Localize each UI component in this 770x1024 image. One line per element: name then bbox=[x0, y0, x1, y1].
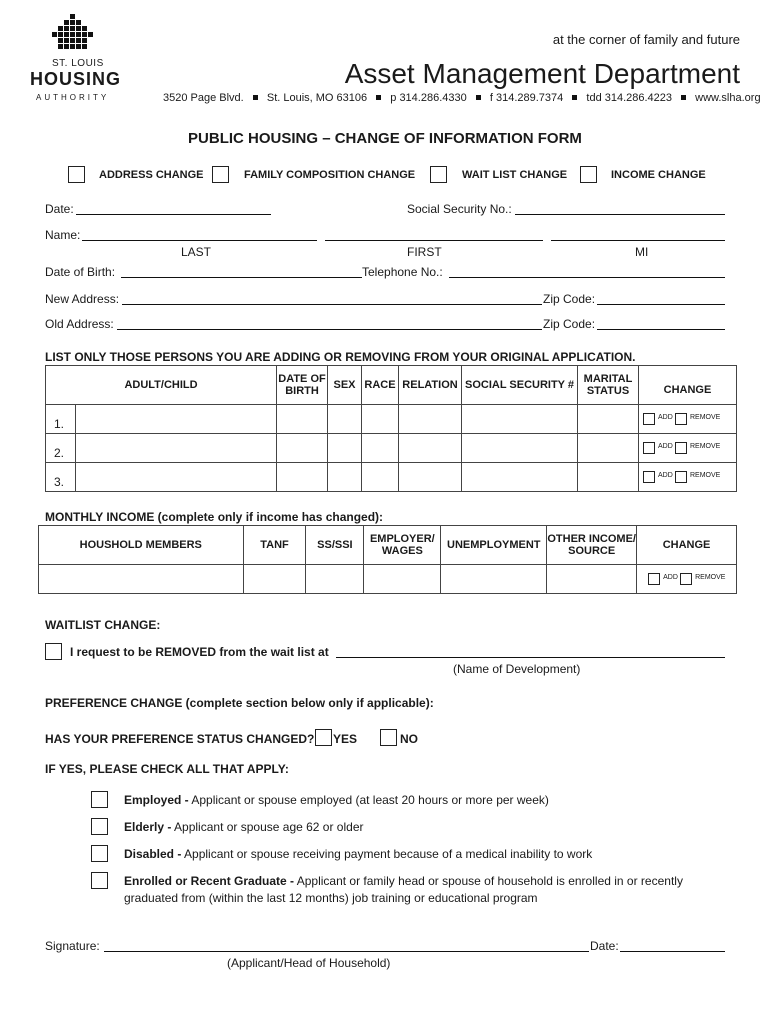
new-address-label: New Address: bbox=[45, 292, 120, 306]
dob-cell[interactable] bbox=[277, 405, 328, 434]
dob-cell[interactable] bbox=[277, 463, 328, 492]
col-unemployment: UNEMPLOYMENT bbox=[441, 526, 547, 565]
family-composition-label: FAMILY COMPOSITION CHANGE bbox=[244, 169, 416, 181]
disabled-title: Disabled - bbox=[124, 847, 182, 861]
preference-heading: PREFERENCE CHANGE (complete section below only if applicable): bbox=[45, 696, 434, 710]
remove-label: REMOVE bbox=[690, 472, 721, 479]
new-zip-label: Zip Code: bbox=[543, 292, 596, 306]
ssn-field[interactable] bbox=[515, 214, 725, 215]
contact-tdd: tdd 314.286.4223 bbox=[586, 92, 673, 104]
date-field[interactable] bbox=[76, 214, 271, 215]
enrolled-title: Enrolled or Recent Graduate - bbox=[124, 874, 295, 888]
enrolled-text-continued: graduated from (within the last 12 months) job training or educational program bbox=[124, 891, 538, 905]
old-zip-label: Zip Code: bbox=[543, 317, 596, 331]
bullet-icon bbox=[476, 95, 481, 100]
income-change-label: INCOME CHANGE bbox=[611, 169, 706, 181]
old-zip-field[interactable] bbox=[597, 329, 725, 330]
col-employer-wages: EMPLOYER/ WAGES bbox=[364, 526, 441, 565]
first-name-field[interactable] bbox=[325, 240, 543, 241]
remove-label: REMOVE bbox=[695, 574, 726, 581]
tagline: at the corner of family and future bbox=[552, 32, 740, 47]
contact-address: 3520 Page Blvd. bbox=[163, 92, 244, 104]
table-row bbox=[46, 405, 737, 434]
remove-checkbox[interactable] bbox=[675, 471, 687, 483]
relation-cell[interactable] bbox=[399, 463, 462, 492]
no-label: NO bbox=[400, 732, 418, 746]
ssn-label: Social Security No.: bbox=[407, 202, 512, 216]
name-label: Name: bbox=[45, 228, 81, 242]
remove-from-waitlist-checkbox[interactable] bbox=[45, 643, 62, 660]
ssn-cell[interactable] bbox=[462, 405, 578, 434]
ssn-cell[interactable] bbox=[462, 434, 578, 463]
contact-phone: p 314.286.4330 bbox=[390, 92, 467, 104]
preference-question: HAS YOUR PREFERENCE STATUS CHANGED? bbox=[45, 732, 315, 746]
mi-field[interactable] bbox=[551, 240, 725, 241]
table-row bbox=[46, 434, 737, 463]
last-name-field[interactable] bbox=[82, 240, 317, 241]
col-other-income: OTHER INCOME/ SOURCE bbox=[547, 526, 637, 565]
marital-cell[interactable] bbox=[578, 463, 639, 492]
elderly-title: Elderly - bbox=[124, 820, 172, 834]
phone-label: Telephone No.: bbox=[362, 265, 443, 279]
disabled-checkbox[interactable] bbox=[91, 845, 108, 862]
relation-cell[interactable] bbox=[399, 434, 462, 463]
contact-line bbox=[163, 92, 761, 104]
enrolled-checkbox[interactable] bbox=[91, 872, 108, 889]
col-adult-child: ADULT/CHILD bbox=[46, 366, 277, 405]
wait-list-change-checkbox[interactable] bbox=[430, 166, 447, 183]
new-zip-field[interactable] bbox=[597, 304, 725, 305]
col-ss-ssi: SS/SSI bbox=[306, 526, 364, 565]
contact-web: www.slha.org bbox=[695, 92, 761, 104]
change-cell bbox=[639, 434, 737, 463]
row-number: 3. bbox=[46, 463, 76, 492]
department-title: Asset Management Department bbox=[344, 58, 740, 89]
check-all-heading: IF YES, PLEASE CHECK ALL THAT APPLY: bbox=[45, 762, 289, 776]
remove-label: REMOVE bbox=[690, 414, 721, 421]
disabled-text: Applicant or spouse receiving payment because of a medical inability to work bbox=[184, 847, 593, 861]
dob-field[interactable] bbox=[121, 277, 362, 278]
row-number: 1. bbox=[46, 405, 76, 434]
signature-date-label: Date: bbox=[590, 939, 619, 953]
employed-text: Applicant or spouse employed (at least 20 hours or more per week) bbox=[191, 793, 549, 807]
other-income-cell[interactable] bbox=[547, 565, 637, 594]
bullet-icon bbox=[681, 95, 686, 100]
income-heading: MONTHLY INCOME (complete only if income has changed): bbox=[45, 510, 384, 524]
col-household-members: HOUSHOLD MEMBERS bbox=[39, 526, 244, 565]
signature-label: Signature: bbox=[45, 939, 100, 953]
contact-city: St. Louis, MO 63106 bbox=[266, 92, 368, 104]
address-change-checkbox[interactable] bbox=[68, 166, 85, 183]
col-dob: DATE OF BIRTH bbox=[277, 366, 328, 405]
row-number: 2. bbox=[46, 434, 76, 463]
race-cell[interactable] bbox=[362, 434, 399, 463]
no-checkbox[interactable] bbox=[380, 729, 397, 746]
sex-cell[interactable] bbox=[328, 463, 362, 492]
last-caption: LAST bbox=[181, 245, 212, 259]
adult-child-cell[interactable] bbox=[76, 405, 277, 434]
wait-list-change-label: WAIT LIST CHANGE bbox=[462, 169, 568, 181]
persons-table bbox=[45, 365, 737, 492]
enrolled-option bbox=[124, 874, 683, 888]
waitlist-request-text: I request to be REMOVED from the wait list at bbox=[70, 645, 329, 659]
bullet-icon bbox=[376, 95, 381, 100]
sex-cell[interactable] bbox=[328, 405, 362, 434]
new-address-field[interactable] bbox=[122, 304, 542, 305]
elderly-checkbox[interactable] bbox=[91, 818, 108, 835]
add-label: ADD bbox=[658, 443, 673, 450]
race-cell[interactable] bbox=[362, 463, 399, 492]
add-checkbox[interactable] bbox=[648, 573, 660, 585]
old-address-field[interactable] bbox=[117, 329, 542, 330]
signature-date-field[interactable] bbox=[620, 951, 725, 952]
col-income-change: CHANGE bbox=[637, 526, 737, 565]
ss-ssi-cell[interactable] bbox=[306, 565, 364, 594]
col-relation: RELATION bbox=[399, 366, 462, 405]
persons-header-row bbox=[46, 366, 737, 405]
add-checkbox[interactable] bbox=[643, 471, 655, 483]
household-member-cell[interactable] bbox=[39, 565, 244, 594]
add-checkbox[interactable] bbox=[643, 413, 655, 425]
employer-wages-cell[interactable] bbox=[364, 565, 441, 594]
change-cell bbox=[639, 463, 737, 492]
col-tanf: TANF bbox=[243, 526, 306, 565]
development-caption: (Name of Development) bbox=[453, 662, 581, 676]
yes-checkbox[interactable] bbox=[315, 729, 332, 746]
adult-child-cell[interactable] bbox=[76, 434, 277, 463]
first-caption: FIRST bbox=[407, 245, 442, 259]
logo-top-text: ST. LOUIS bbox=[52, 58, 104, 69]
employed-option bbox=[124, 793, 549, 807]
development-name-field[interactable] bbox=[336, 657, 725, 658]
table-row bbox=[39, 565, 737, 594]
address-change-label: ADDRESS CHANGE bbox=[99, 169, 204, 181]
col-marital: MARITAL STATUS bbox=[578, 366, 639, 405]
sex-cell[interactable] bbox=[328, 434, 362, 463]
date-label: Date: bbox=[45, 202, 74, 216]
add-label: ADD bbox=[658, 472, 673, 479]
adult-child-cell[interactable] bbox=[76, 463, 277, 492]
ssn-cell[interactable] bbox=[462, 463, 578, 492]
marital-cell[interactable] bbox=[578, 405, 639, 434]
unemployment-cell[interactable] bbox=[441, 565, 547, 594]
marital-cell[interactable] bbox=[578, 434, 639, 463]
bullet-icon bbox=[572, 95, 577, 100]
add-label: ADD bbox=[658, 414, 673, 421]
enrolled-text: Applicant or family head or spouse of household is enrolled in or recently bbox=[296, 874, 683, 888]
tanf-cell[interactable] bbox=[243, 565, 306, 594]
family-composition-checkbox[interactable] bbox=[212, 166, 229, 183]
logo-mark-icon bbox=[52, 14, 92, 54]
old-address-label: Old Address: bbox=[45, 317, 114, 331]
form-title: PUBLIC HOUSING – CHANGE OF INFORMATION FORM bbox=[188, 130, 582, 147]
phone-field[interactable] bbox=[449, 277, 725, 278]
yes-label: YES bbox=[333, 732, 358, 746]
remove-checkbox[interactable] bbox=[675, 442, 687, 454]
dob-cell[interactable] bbox=[277, 434, 328, 463]
employed-title: Employed - bbox=[124, 793, 189, 807]
col-race: RACE bbox=[362, 366, 399, 405]
col-change: CHANGE bbox=[639, 366, 737, 405]
logo-main-text: HOUSING bbox=[30, 69, 122, 89]
remove-checkbox[interactable] bbox=[680, 573, 692, 585]
elderly-text: Applicant or spouse age 62 or older bbox=[174, 820, 364, 834]
income-header-row bbox=[39, 526, 737, 565]
change-cell bbox=[639, 405, 737, 434]
income-change-checkbox[interactable] bbox=[580, 166, 597, 183]
persons-heading: LIST ONLY THOSE PERSONS YOU ARE ADDING OR REMOVING FROM YOUR ORIGINAL APPLICATION. bbox=[45, 350, 636, 364]
signature-field[interactable] bbox=[104, 951, 589, 952]
contact-fax: f 314.289.7374 bbox=[489, 92, 564, 104]
disabled-option bbox=[124, 847, 592, 861]
relation-cell[interactable] bbox=[399, 405, 462, 434]
remove-checkbox[interactable] bbox=[675, 413, 687, 425]
elderly-option bbox=[124, 820, 364, 834]
race-cell[interactable] bbox=[362, 405, 399, 434]
signature-caption: (Applicant/Head of Household) bbox=[227, 956, 391, 970]
remove-label: REMOVE bbox=[690, 443, 721, 450]
dob-label: Date of Birth: bbox=[45, 265, 116, 279]
mi-caption: MI bbox=[635, 245, 649, 259]
income-table bbox=[38, 525, 737, 594]
add-label: ADD bbox=[663, 574, 678, 581]
change-cell bbox=[637, 565, 737, 594]
logo-sub-text: AUTHORITY bbox=[36, 93, 110, 102]
col-ssn: SOCIAL SECURITY # bbox=[462, 366, 578, 405]
add-checkbox[interactable] bbox=[643, 442, 655, 454]
bullet-icon bbox=[253, 95, 258, 100]
table-row bbox=[46, 463, 737, 492]
employed-checkbox[interactable] bbox=[91, 791, 108, 808]
col-sex: SEX bbox=[328, 366, 362, 405]
waitlist-heading: WAITLIST CHANGE: bbox=[45, 618, 161, 632]
